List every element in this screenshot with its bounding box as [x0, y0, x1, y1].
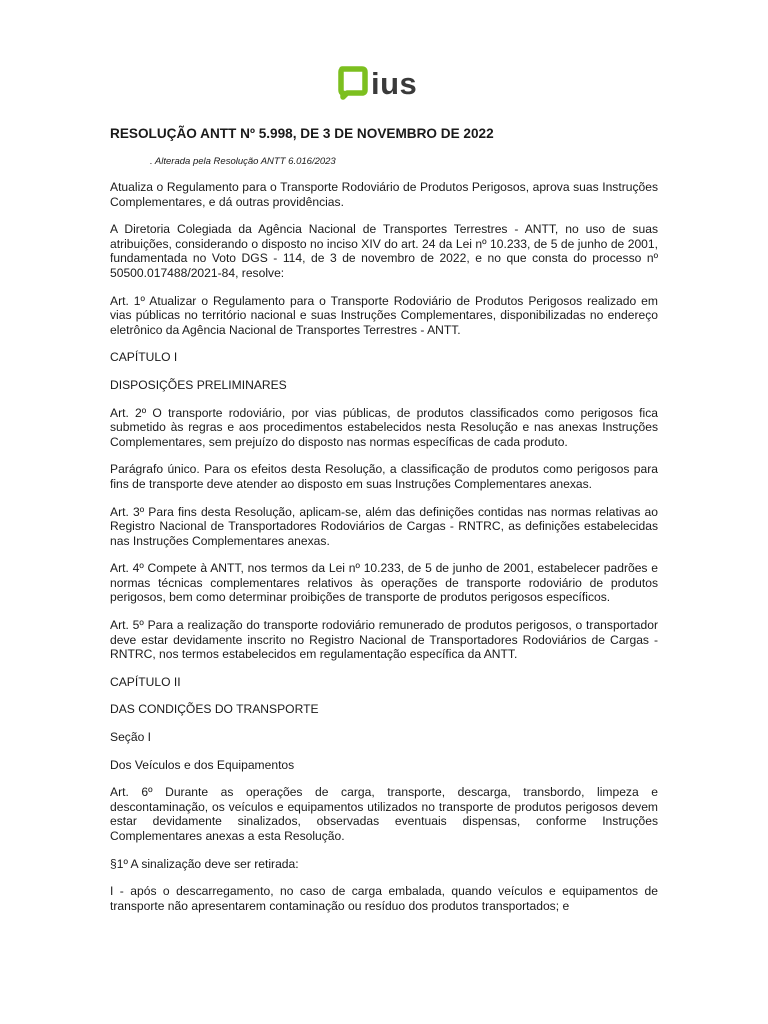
document-paragraph: DISPOSIÇÕES PRELIMINARES: [110, 377, 287, 392]
document-paragraph: CAPÍTULO II: [110, 674, 181, 689]
document-paragraph: Art. 3º Para fins desta Resolução, aplicam-se, além das definições contidas nas normas relativas ao Registro Nacional de Transportadores Rodoviários de Cargas - RNTRC, as definições estabelecidas nas Instruções Complementares anexas.: [110, 504, 658, 548]
logo-text: ius: [371, 65, 418, 101]
document-paragraph: Art. 4º Compete à ANTT, nos termos da Lei nº 10.233, de 5 de junho de 2001, estabelecer padrões e normas técnicas complementares relativos às operações de transporte rodoviário de produtos perigosos, bem como determinar proibições de transporte de produtos perigosos específicos.: [110, 561, 658, 605]
document-title: RESOLUÇÃO ANTT Nº 5.998, DE 3 DE NOVEMBRO DE 2022: [110, 126, 494, 141]
document-paragraph: §1º A sinalização deve ser retirada:: [110, 856, 299, 871]
document-paragraph: Atualiza o Regulamento para o Transporte Rodoviário de Produtos Perigosos, aprova suas Instruções Complementares, e dá outras providências.: [110, 180, 658, 209]
document-paragraph: Art. 6º Durante as operações de carga, transporte, descarga, transbordo, limpeza e descontaminação, os veículos e equipamentos utilizados no transporte de produtos perigosos devem estar devidamente sinalizados, observadas eventuais dispensas, conforme Instruções Complementares anexas a esta Resolução.: [110, 785, 658, 843]
document-body: [110, 126, 658, 926]
ius-logo: [338, 66, 417, 100]
paragraph-list: [110, 180, 658, 913]
document-paragraph: Parágrafo único. Para os efeitos desta Resolução, a classificação de produtos como perigosos para fins de transporte deve atender ao disposto em suas Instruções Complementares anexas.: [110, 462, 658, 491]
document-paragraph: Seção I: [110, 730, 152, 745]
document-paragraph: Dos Veículos e dos Equipamentos: [110, 757, 295, 772]
document-paragraph: CAPÍTULO I: [110, 350, 178, 365]
document-paragraph: DAS CONDIÇÕES DO TRANSPORTE: [110, 702, 319, 717]
ius-logo-mark-icon: [338, 66, 368, 100]
amendment-note: . Alterada pela Resolução ANTT 6.016/2023: [150, 156, 336, 167]
document-paragraph: Art. 5º Para a realização do transporte rodoviário remunerado de produtos perigosos, o transportador deve estar devidamente inscrito no Registro Nacional de Transportadores Rodoviários de Cargas - RNTRC, nos termos estabelecidos em regulamentação específica da ANTT.: [110, 618, 658, 662]
document-paragraph: I - após o descarregamento, no caso de carga embalada, quando veículos e equipamentos de transporte não apresentarem contaminação ou resíduo dos produtos transportados; e: [110, 884, 658, 913]
document-paragraph: A Diretoria Colegiada da Agência Nacional de Transportes Terrestres - ANTT, no uso de suas atribuições, considerando o disposto no inciso XIV do art. 24 da Lei nº 10.233, de 5 de junho de 2001, fundamentada no Voto DGS - 114, de 3 de novembro de 2022, e no que consta do processo nº 50500.017488/2021-84, resolve:: [110, 222, 658, 280]
document-paragraph: Art. 2º O transporte rodoviário, por vias públicas, de produtos classificados como perigosos fica submetido às regras e aos procedimentos estabelecidos nesta Resolução e nas anexas Instruções Complementares, sem prejuízo do disposto nas normas específicas de cada produto.: [110, 405, 658, 449]
document-paragraph: Art. 1º Atualizar o Regulamento para o Transporte Rodoviário de Produtos Perigosos realizado em vias públicas no território nacional e suas Instruções Complementares, disponibilizadas no endereço eletrônico da Agência Nacional de Transportes Terrestres - ANTT.: [110, 293, 658, 337]
